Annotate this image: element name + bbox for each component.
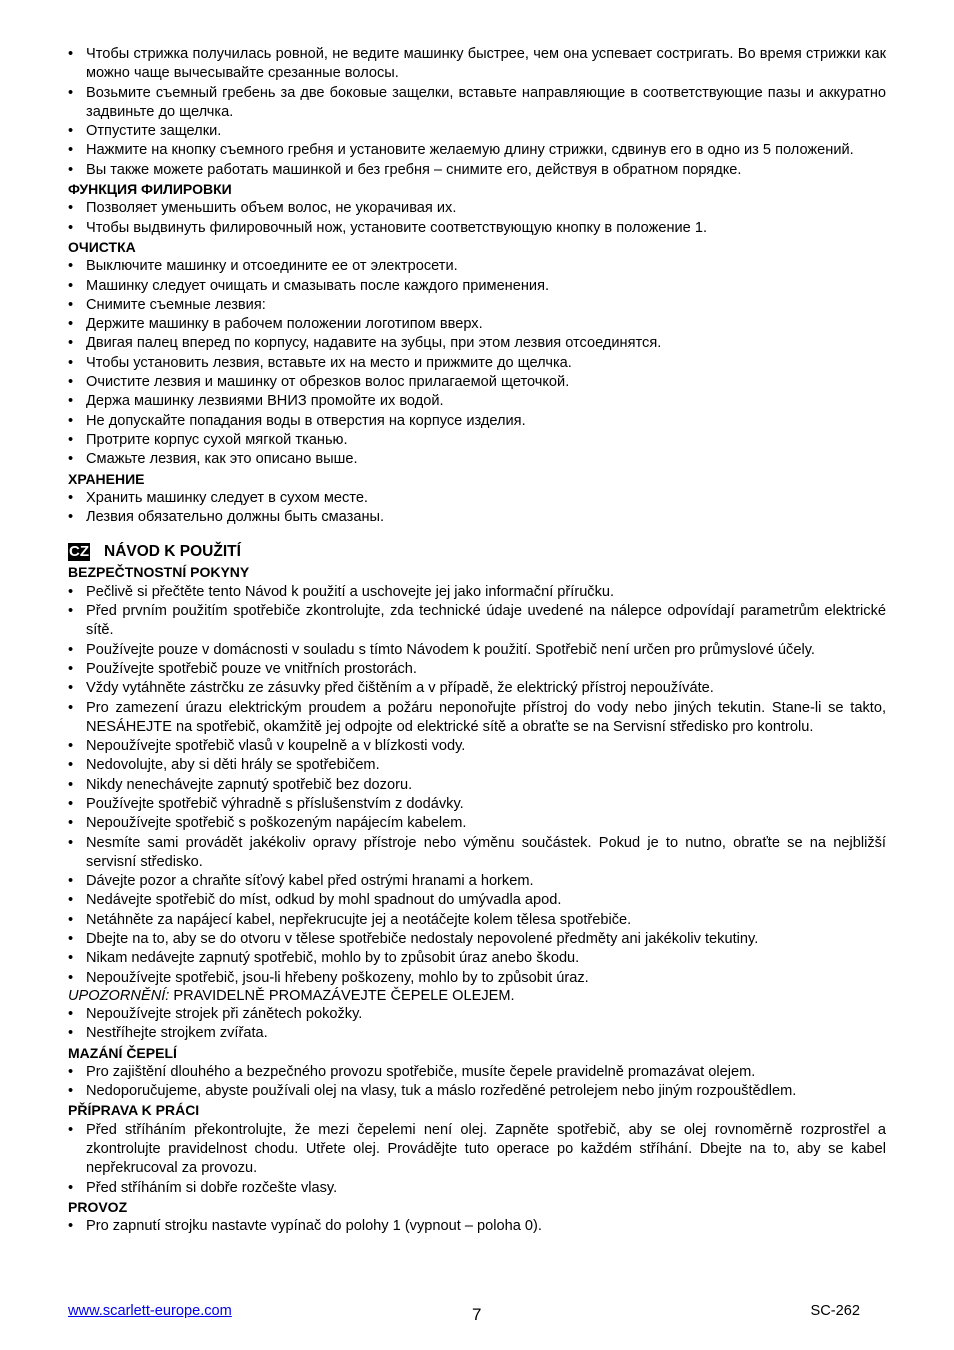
list-item-text: Вы также можете работать машинкой и без гребня – снимите его, действуя в обратном порядке. [86, 161, 742, 178]
list-item-text: Pro zajištění dlouhého a bezpečného provozu spotřebiče, musíte čepele pravidelně promazávat olejem. [86, 1063, 756, 1080]
list-item-text: Nedovolujte, aby si děti hrály se spotřebičem. [86, 757, 380, 774]
ru-filter-list [68, 199, 886, 238]
cz-safety-after-list [68, 1005, 886, 1044]
page-number: 7 [472, 1305, 482, 1324]
cz-prep-heading: PŘÍPRAVA K PRÁCI [68, 1102, 200, 1119]
list-item-text: Používejte pouze v domácnosti v souladu s tímto Návodem k použití. Spotřebič není určen pro průmyslové účely. [86, 641, 815, 658]
list-item-text: Vždy vytáhněte zástrčku ze zásuvky před čištěním a v případě, že elektrický přístroj nepoužíváte. [86, 680, 714, 697]
bullet-icon: • [68, 738, 74, 755]
list-item-text: Dávejte pozor a chraňte síťový kabel před ostrými hranami a horkem. [86, 873, 534, 890]
list-item-text: Чтобы выдвинуть филировочный нож, установите соответствующую кнопку в положение 1. [86, 219, 708, 236]
bullet-icon: • [68, 911, 74, 928]
bullet-icon: • [68, 641, 74, 658]
list-item-text: Выключите машинку и отсоедините ее от электросети. [86, 258, 458, 275]
ru-filter-heading: ФУНКЦИЯ ФИЛИРОВКИ [68, 181, 232, 198]
cz-lube-list [68, 1063, 886, 1102]
list-item [68, 296, 886, 315]
list-item-text: Nepoužívejte spotřebič vlasů v koupelně a v blízkosti vody. [86, 738, 466, 755]
list-item [68, 219, 886, 238]
cz-language-badge: CZ [69, 543, 89, 561]
bullet-icon: • [68, 680, 74, 697]
list-item [68, 431, 886, 450]
list-item-text: Лезвия обязательно должны быть смазаны. [86, 509, 385, 526]
list-item-text: Nestříhejte strojkem zvířata. [86, 1025, 268, 1042]
document-page [68, 45, 886, 1237]
list-item-text: Машинку следует очищать и смазывать после каждого применения. [86, 277, 550, 294]
list-item-text: Nikdy nenechávejte zapnutý spotřebič bez dozoru. [86, 776, 413, 793]
list-item [68, 660, 886, 679]
list-item-text: Používejte spotřebič výhradně s příslušenstvím z dodávky. [86, 795, 464, 812]
cz-safety-heading: BEZPEČTNOSTNÍ POKYNY [68, 564, 250, 581]
list-item-text: Nikam nedávejte zapnutý spotřebič, mohlo by to způsobit úraz anebo škodu. [86, 950, 580, 967]
bullet-icon: • [68, 374, 74, 391]
list-item [68, 679, 886, 698]
bullet-icon: • [68, 660, 74, 677]
bullet-icon: • [68, 509, 74, 526]
list-item [68, 834, 886, 873]
list-item-text: Před stříháním překontrolujte, že mezi čepelemi není olej. Zapněte spotřebič, aby se olej rovnoměrně rozprostřel a zkontrolujte pravidelnost chodu. Utřete olej. Provádějte tuto operace po každém stříhání. Dbejte na to, aby se kabel nepřekrucoval za provozu. [86, 1121, 886, 1177]
list-item [68, 776, 886, 795]
ru-top-list [68, 45, 886, 180]
bullet-icon: • [68, 873, 74, 890]
bullet-icon: • [68, 757, 74, 774]
list-item [68, 1063, 886, 1082]
list-item [68, 872, 886, 891]
list-item-text: Хранить машинку следует в сухом месте. [86, 489, 368, 506]
list-item [68, 84, 886, 123]
bullet-icon: • [68, 834, 74, 851]
list-item [68, 257, 886, 276]
cz-title-text: NÁVOD K POUŽITÍ [104, 543, 241, 561]
model-number: SC-262 [810, 1303, 860, 1319]
list-item [68, 392, 886, 411]
website-link[interactable]: www.scarlett-europe.com [68, 1303, 232, 1319]
list-item-text: Нажмите на кнопку съемного гребня и установите желаемую длину стрижки, сдвинув его в одно из 5 положений. [86, 142, 854, 159]
bullet-icon: • [68, 1179, 74, 1196]
list-item-text: Очистите лезвия и машинку от обрезков волос прилагаемой щеточкой. [86, 374, 570, 391]
list-item [68, 1005, 886, 1024]
list-item-text: Снимите съемные лезвия: [86, 296, 266, 313]
bullet-icon: • [68, 277, 74, 294]
list-item [68, 1121, 886, 1179]
list-item [68, 969, 886, 988]
list-item-text: Не допускайте попадания воды в отверстия на корпусе изделия. [86, 412, 526, 429]
bullet-icon: • [68, 583, 74, 600]
list-item-text: Держите машинку в рабочем положении логотипом вверх. [86, 316, 483, 333]
cz-warning-note [68, 988, 886, 1005]
list-item [68, 1024, 886, 1043]
list-item [68, 161, 886, 180]
list-item [68, 891, 886, 910]
cz-section-title [68, 541, 886, 563]
list-item [68, 583, 886, 602]
list-item-text: Nepoužívejte spotřebič, jsou-li hřebeny poškozeny, mohlo by to způsobit úraz. [86, 969, 589, 986]
bullet-icon: • [68, 200, 74, 217]
list-item-text: Pro zamezení úrazu elektrickým proudem a požáru neponořujte přístroj do vody nebo jiných tekutin. Stane-li se takto, NESÁHEJTE na spotřebič, okamžitě jej odpojte od elektrické sítě a obraťte se na Servisní středisko pro kontrolu. [86, 699, 886, 735]
ru-storage-list [68, 489, 886, 528]
bullet-icon: • [68, 1083, 74, 1100]
bullet-icon: • [68, 46, 74, 62]
cz-prep-list [68, 1121, 886, 1198]
bullet-icon: • [68, 1005, 74, 1022]
ru-storage-heading: ХРАНЕНИЕ [68, 470, 145, 487]
list-item-text: Держа машинку лезвиями ВНИЗ промойте их водой. [86, 393, 444, 410]
list-item-text: Před stříháním si dobře rozčešte vlasy. [86, 1179, 338, 1196]
list-item [68, 737, 886, 756]
bullet-icon: • [68, 316, 74, 333]
bullet-icon: • [68, 815, 74, 832]
bullet-icon: • [68, 892, 74, 909]
list-item [68, 141, 886, 160]
list-item-text: Netáhněte za napájecí kabel, nepřekrucujte jej a neotáčejte kolem tělesa spotřebiče. [86, 911, 632, 928]
bullet-icon: • [68, 1025, 74, 1042]
list-item [68, 1217, 886, 1236]
list-item-text: Před prvním použitím spotřebiče zkontrolujte, zda technické údaje uvedené na nálepce odpovídají parametrům elektrické sítě. [86, 603, 886, 639]
cz-safety-list [68, 583, 886, 988]
bullet-icon: • [68, 393, 74, 410]
list-item-text: Двигая палец вперед по корпусу, надавите на зубцы, при этом лезвия отсоединятся. [86, 335, 662, 352]
list-item [68, 699, 886, 738]
cz-lube-heading: MAZÁNÍ ČEPELÍ [68, 1044, 177, 1061]
list-item [68, 373, 886, 392]
list-item [68, 756, 886, 775]
list-item-text: Nedoporučujeme, abyste používali olej na vlasy, tuk a máslo rozředěné petrolejem nebo jiným rozpouštědlem. [86, 1083, 797, 1100]
list-item-text: Отпустите защелки. [86, 123, 222, 140]
bullet-icon: • [68, 489, 74, 506]
bullet-icon: • [68, 335, 74, 352]
bullet-icon: • [68, 1218, 74, 1235]
cz-warning-label: UPOZORNĚNÍ: [68, 987, 170, 1004]
list-item [68, 795, 886, 814]
list-item-text: Nesmíte sami provádět jakékoliv opravy přístroje nebo výměnu součástek. Pokud je to nutno, obraťte se na nejbližší servisní středisko. [86, 834, 886, 870]
list-item [68, 277, 886, 296]
list-item-text: Позволяет уменьшить объем волос, не укорачивая их. [86, 200, 457, 217]
list-item-text: Pro zapnutí strojku nastavte vypínač do polohy 1 (vypnout – poloha 0). [86, 1218, 542, 1235]
list-item [68, 641, 886, 660]
list-item [68, 354, 886, 373]
bullet-icon: • [68, 451, 74, 468]
cz-warning-text: PRAVIDELNĚ PROMAZÁVEJTE ČEPELE OLEJEM. [169, 987, 515, 1004]
list-item [68, 489, 886, 508]
bullet-icon: • [68, 1063, 74, 1080]
list-item-text: Používejte spotřebič pouze ve vnitřních prostorách. [86, 660, 417, 677]
bullet-icon: • [68, 795, 74, 812]
list-item [68, 1179, 886, 1198]
list-item-text: Чтобы стрижка получилась ровной, не ведите машинку быстрее, чем она успевает состригать. Во время стрижки как можно чаще вычесывайте срезанные волосы. [86, 46, 886, 82]
list-item [68, 450, 886, 469]
list-item [68, 412, 886, 431]
list-item-text: Nedávejte spotřebič do míst, odkud by mohl spadnout do umývadla apod. [86, 892, 562, 909]
bullet-icon: • [68, 950, 74, 967]
bullet-icon: • [68, 84, 74, 101]
list-item [68, 45, 886, 84]
bullet-icon: • [68, 699, 74, 716]
bullet-icon: • [68, 161, 74, 178]
list-item [68, 814, 886, 833]
list-item-text: Чтобы установить лезвия, вставьте их на место и прижмите до щелчка. [86, 354, 572, 371]
list-item-text: Nepoužívejte spotřebič s poškozeným napájecím kabelem. [86, 815, 467, 832]
list-item [68, 949, 886, 968]
bullet-icon: • [68, 219, 74, 236]
bullet-icon: • [68, 123, 74, 140]
list-item-text: Протрите корпус сухой мягкой тканью. [86, 431, 348, 448]
bullet-icon: • [68, 931, 74, 948]
bullet-icon: • [68, 1121, 74, 1138]
list-item [68, 334, 886, 353]
bullet-icon: • [68, 969, 74, 986]
list-item [68, 602, 886, 641]
list-item-text: Nepoužívejte strojek při zánětech pokožky. [86, 1005, 363, 1022]
page-footer [68, 1303, 886, 1325]
list-item [68, 911, 886, 930]
list-item [68, 122, 886, 141]
ru-clean-list [68, 257, 886, 469]
list-item-text: Смажьте лезвия, как это описано выше. [86, 451, 358, 468]
cz-operation-heading: PROVOZ [68, 1198, 128, 1215]
bullet-icon: • [68, 142, 74, 159]
cz-operation-list [68, 1217, 886, 1236]
list-item [68, 930, 886, 949]
bullet-icon: • [68, 603, 74, 620]
list-item-text: Возьмите съемный гребень за две боковые защелки, вставьте направляющие в соответствующие пазы и аккуратно задвиньте до щелчка. [86, 84, 886, 120]
ru-clean-heading: ОЧИСТКА [68, 238, 136, 255]
list-item-text: Pečlivě si přečtěte tento Návod k použití a uschovejte jej jako informační příručku. [86, 583, 615, 600]
list-item-text: Dbejte na to, aby se do otvoru v tělese spotřebiče nedostaly nepovolené předměty ani jakékoliv tekutiny. [86, 931, 759, 948]
bullet-icon: • [68, 776, 74, 793]
list-item [68, 199, 886, 218]
bullet-icon: • [68, 258, 74, 275]
list-item [68, 508, 886, 527]
list-item [68, 315, 886, 334]
list-item [68, 1082, 886, 1101]
bullet-icon: • [68, 296, 74, 313]
bullet-icon: • [68, 431, 74, 448]
bullet-icon: • [68, 354, 74, 371]
bullet-icon: • [68, 412, 74, 429]
